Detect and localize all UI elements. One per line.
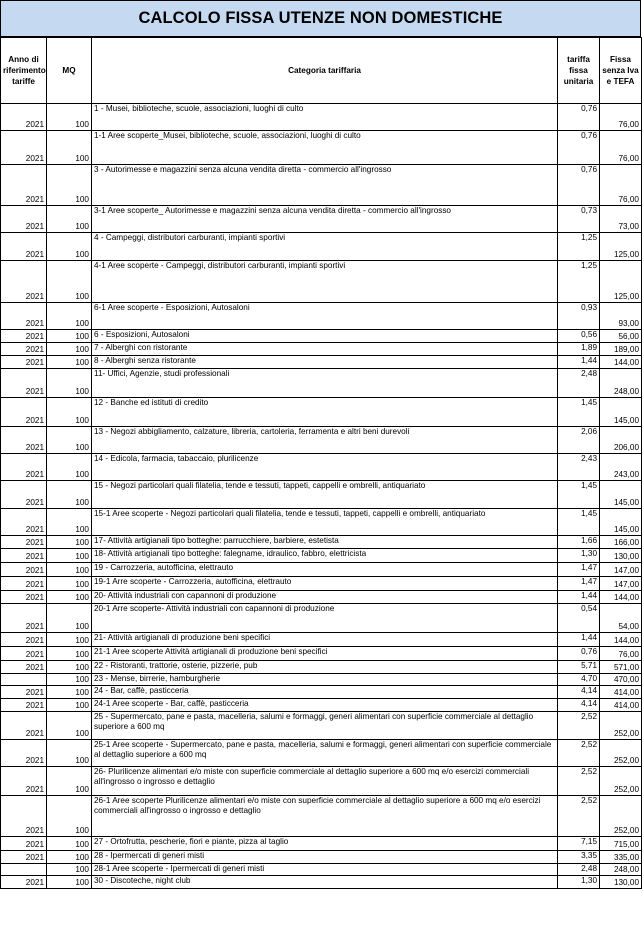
row-category: 3 - Autorimesse e magazzini senza alcuna vendita diretta - commercio all'ingrosso [92,165,558,206]
row-category: 19-1 Arre scoperte - Carrozzeria, autofficina, elettrauto [92,577,558,591]
row-year: 2021 [1,303,47,330]
row-tariffa: 4,14 [558,699,600,712]
row-year: 2021 [1,233,47,261]
row-mq: 100 [47,851,92,864]
row-fissa: 145,00 [600,481,642,509]
table-row [1,767,642,796]
row-category: 3-1 Aree scoperte_ Autorimesse e magazzini senza alcuna vendita diretta - commercio all'ingrosso [92,206,558,233]
row-category: 26-1 Aree scoperte Plurilicenze alimentari e/o miste con superficie commerciale al dettaglio superiore a 600 mq e/o esercizi commerciali all'ingrosso o ingrosso e dettaglio [92,796,558,837]
row-fissa: 93,00 [600,303,642,330]
row-mq: 100 [47,740,92,767]
row-tariffa: 2,52 [558,767,600,796]
row-tariffa: 1,25 [558,261,600,303]
table-body [1,104,642,889]
row-tariffa: 0,76 [558,647,600,661]
row-category: 24-1 Aree scoperte - Bar, caffè, pasticceria [92,699,558,712]
row-tariffa: 1,30 [558,549,600,563]
header-row [1,38,642,104]
row-fissa: 571,00 [600,661,642,674]
row-tariffa: 1,66 [558,536,600,549]
row-mq: 100 [47,837,92,851]
row-year [1,674,47,686]
row-category: 24 - Bar, caffè, pasticceria [92,686,558,699]
row-fissa: 252,00 [600,767,642,796]
header-anno: Anno di riferimento tariffe [1,38,47,104]
table-row [1,647,642,661]
row-tariffa: 2,48 [558,864,600,876]
row-mq: 100 [47,796,92,837]
row-mq: 100 [47,104,92,131]
row-category: 8 - Alberghi senza ristorante [92,356,558,369]
row-category: 20-1 Arre scoperte- Attività industriali con capannoni di produzione [92,604,558,633]
row-category: 25 - Supermercato, pane e pasta, macelleria, salumi e formaggi, generi alimentari con superficie commerciale al dettaglio superiore a 600 mq [92,712,558,740]
row-tariffa: 2,52 [558,712,600,740]
row-mq: 100 [47,233,92,261]
header-mq: MQ [47,38,92,104]
row-fissa: 130,00 [600,549,642,563]
row-category: 7 - Alberghi con ristorante [92,343,558,356]
sheet-title: CALCOLO FISSA UTENZE NON DOMESTICHE [0,0,641,37]
row-fissa: 76,00 [600,131,642,165]
row-year: 2021 [1,661,47,674]
row-year: 2021 [1,740,47,767]
row-category: 28 - Ipermercati di generi misti [92,851,558,864]
table-row [1,330,642,343]
row-fissa: 76,00 [600,104,642,131]
table-row [1,206,642,233]
table-row [1,563,642,577]
row-category: 11- Uffici, Agenzie, studi professionali [92,369,558,398]
row-year: 2021 [1,767,47,796]
row-category: 13 - Negozi abbigliamento, calzature, libreria, cartoleria, ferramenta e altri beni durevoli [92,427,558,454]
row-year: 2021 [1,369,47,398]
row-category: 18- Attività artigianali tipo botteghe: falegname, idraulico, fabbro, elettricista [92,549,558,563]
row-year: 2021 [1,509,47,536]
row-mq: 100 [47,661,92,674]
row-mq: 100 [47,647,92,661]
row-tariffa: 1,89 [558,343,600,356]
row-year: 2021 [1,876,47,889]
row-category: 15-1 Aree scoperte - Negozi particolari quali filatelia, tende e tessuti, tappeti, cappelli e ombrelli, antiquariato [92,509,558,536]
row-fissa: 147,00 [600,563,642,577]
row-mq: 100 [47,577,92,591]
row-mq: 100 [47,454,92,481]
row-year: 2021 [1,104,47,131]
row-fissa: 73,00 [600,206,642,233]
table-row [1,536,642,549]
row-mq: 100 [47,206,92,233]
row-tariffa: 1,45 [558,481,600,509]
row-mq: 100 [47,563,92,577]
row-mq: 100 [47,343,92,356]
table-row [1,740,642,767]
row-fissa: 248,00 [600,864,642,876]
row-fissa: 130,00 [600,876,642,889]
row-tariffa: 1,45 [558,398,600,427]
row-year: 2021 [1,549,47,563]
row-fissa: 206,00 [600,427,642,454]
row-tariffa: 1,25 [558,233,600,261]
row-mq: 100 [47,303,92,330]
row-tariffa: 0,76 [558,165,600,206]
row-fissa: 145,00 [600,398,642,427]
row-fissa: 166,00 [600,536,642,549]
row-year: 2021 [1,563,47,577]
row-tariffa: 1,44 [558,356,600,369]
row-tariffa: 1,44 [558,633,600,647]
row-fissa: 248,00 [600,369,642,398]
row-mq: 100 [47,876,92,889]
table-row [1,699,642,712]
row-fissa: 144,00 [600,633,642,647]
table-row [1,356,642,369]
table-row [1,303,642,330]
table-row [1,876,642,889]
row-mq: 100 [47,549,92,563]
row-fissa: 252,00 [600,740,642,767]
table-row [1,131,642,165]
row-tariffa: 2,43 [558,454,600,481]
row-fissa: 252,00 [600,796,642,837]
row-category: 14 - Edicola, farmacia, tabaccaio, plurilicenze [92,454,558,481]
tariff-table [0,37,642,889]
row-category: 4-1 Aree scoperte - Campeggi, distributori carburanti, impianti sportivi [92,261,558,303]
table-row [1,549,642,563]
row-category: 1-1 Aree scoperte_Musei, biblioteche, scuole, associazioni, luoghi di culto [92,131,558,165]
row-category: 6 - Esposizioni, Autosaloni [92,330,558,343]
row-fissa: 125,00 [600,233,642,261]
table-row [1,427,642,454]
row-mq: 100 [47,356,92,369]
row-mq: 100 [47,165,92,206]
table-row [1,233,642,261]
row-category: 25-1 Aree scoperte - Supermercato, pane e pasta, macelleria, salumi e formaggi, generi alimentari con superficie commerciale al dettaglio superiore a 600 mq [92,740,558,767]
row-category: 20- Attività industriali con capannoni di produzione [92,591,558,604]
table-row [1,577,642,591]
row-mq: 100 [47,674,92,686]
row-mq: 100 [47,633,92,647]
table-row [1,796,642,837]
row-tariffa: 1,47 [558,577,600,591]
row-year: 2021 [1,577,47,591]
table-row [1,604,642,633]
row-fissa: 147,00 [600,577,642,591]
row-tariffa: 0,93 [558,303,600,330]
row-tariffa: 1,30 [558,876,600,889]
row-mq: 100 [47,864,92,876]
row-tariffa: 1,44 [558,591,600,604]
row-mq: 100 [47,330,92,343]
table-row [1,369,642,398]
table-row [1,261,642,303]
row-tariffa: 7,15 [558,837,600,851]
row-year: 2021 [1,604,47,633]
row-year: 2021 [1,796,47,837]
row-fissa: 125,00 [600,261,642,303]
row-mq: 100 [47,261,92,303]
row-tariffa: 1,47 [558,563,600,577]
header-tariffa: tariffa fissa unitaria [558,38,600,104]
row-category: 4 - Campeggi, distributori carburanti, impianti sportivi [92,233,558,261]
table-row [1,837,642,851]
row-year: 2021 [1,481,47,509]
row-tariffa: 2,52 [558,740,600,767]
table-row [1,591,642,604]
table-row [1,398,642,427]
row-fissa: 243,00 [600,454,642,481]
table-row [1,686,642,699]
table-row [1,864,642,876]
row-mq: 100 [47,699,92,712]
header-categoria: Categoria tariffaria [92,38,558,104]
row-mq: 100 [47,398,92,427]
row-category: 27 - Ortofrutta, pescherie, fiori e piante, pizza al taglio [92,837,558,851]
row-year: 2021 [1,686,47,699]
row-category: 26- Plurilicenze alimentari e/o miste con superficie commerciale al dettaglio superiore a 600 mq e/o esercizi commerciali all'ingrosso o ingrosso e dettaglio [92,767,558,796]
row-mq: 100 [47,536,92,549]
row-fissa: 145,00 [600,509,642,536]
table-row [1,343,642,356]
row-category: 23 - Mense, birrerie, hamburgherie [92,674,558,686]
row-year: 2021 [1,712,47,740]
row-fissa: 470,00 [600,674,642,686]
row-fissa: 76,00 [600,647,642,661]
row-category: 21-1 Aree scoperte Attività artigianali di produzione beni specifici [92,647,558,661]
row-year: 2021 [1,427,47,454]
row-year: 2021 [1,398,47,427]
row-tariffa: 2,52 [558,796,600,837]
row-year: 2021 [1,454,47,481]
row-category: 15 - Negozi particolari quali filatelia, tende e tessuti, tappeti, cappelli e ombrelli, antiquariato [92,481,558,509]
row-tariffa: 0,76 [558,131,600,165]
row-tariffa: 0,54 [558,604,600,633]
row-fissa: 76,00 [600,165,642,206]
header-fissa: Fissa senza Iva e TEFA [600,38,642,104]
row-fissa: 335,00 [600,851,642,864]
row-tariffa: 0,76 [558,104,600,131]
table-row [1,165,642,206]
row-category: 21- Attività artigianali di produzione beni specifici [92,633,558,647]
row-mq: 100 [47,509,92,536]
row-tariffa: 0,56 [558,330,600,343]
table-row [1,454,642,481]
table-row [1,712,642,740]
row-fissa: 252,00 [600,712,642,740]
row-fissa: 414,00 [600,686,642,699]
row-year: 2021 [1,330,47,343]
row-year: 2021 [1,261,47,303]
row-year: 2021 [1,851,47,864]
row-tariffa: 5,71 [558,661,600,674]
row-category: 22 - Ristoranti, trattorie, osterie, pizzerie, pub [92,661,558,674]
row-year: 2021 [1,633,47,647]
row-year: 2021 [1,206,47,233]
row-mq: 100 [47,481,92,509]
row-mq: 100 [47,712,92,740]
row-category: 6-1 Aree scoperte - Esposizioni, Autosaloni [92,303,558,330]
row-year: 2021 [1,591,47,604]
row-year: 2021 [1,699,47,712]
row-tariffa: 2,06 [558,427,600,454]
row-fissa: 414,00 [600,699,642,712]
table-row [1,661,642,674]
row-mq: 100 [47,369,92,398]
row-category: 12 - Banche ed istituti di credito [92,398,558,427]
row-fissa: 715,00 [600,837,642,851]
row-mq: 100 [47,591,92,604]
row-mq: 100 [47,427,92,454]
row-mq: 100 [47,604,92,633]
row-year: 2021 [1,343,47,356]
row-year: 2021 [1,647,47,661]
row-category: 28-1 Aree scoperte - Ipermercati di generi misti [92,864,558,876]
row-fissa: 189,00 [600,343,642,356]
row-year: 2021 [1,356,47,369]
row-tariffa: 3,35 [558,851,600,864]
row-fissa: 56,00 [600,330,642,343]
table-row [1,509,642,536]
row-category: 17- Attività artigianali tipo botteghe: parrucchiere, barbiere, estetista [92,536,558,549]
row-tariffa: 4,70 [558,674,600,686]
row-tariffa: 0,73 [558,206,600,233]
row-year: 2021 [1,536,47,549]
row-fissa: 144,00 [600,356,642,369]
row-tariffa: 2,48 [558,369,600,398]
table-row [1,633,642,647]
row-year: 2021 [1,131,47,165]
row-year [1,864,47,876]
row-year: 2021 [1,837,47,851]
row-fissa: 144,00 [600,591,642,604]
row-year: 2021 [1,165,47,206]
row-category: 30 - Discoteche, night club [92,876,558,889]
row-category: 19 - Carrozzeria, autofficina, elettrauto [92,563,558,577]
table-row [1,481,642,509]
row-mq: 100 [47,686,92,699]
table-row [1,104,642,131]
row-fissa: 54,00 [600,604,642,633]
table-row [1,674,642,686]
row-tariffa: 4,14 [558,686,600,699]
table-row [1,851,642,864]
row-category: 1 - Musei, biblioteche, scuole, associazioni, luoghi di culto [92,104,558,131]
row-mq: 100 [47,767,92,796]
row-tariffa: 1,45 [558,509,600,536]
row-mq: 100 [47,131,92,165]
